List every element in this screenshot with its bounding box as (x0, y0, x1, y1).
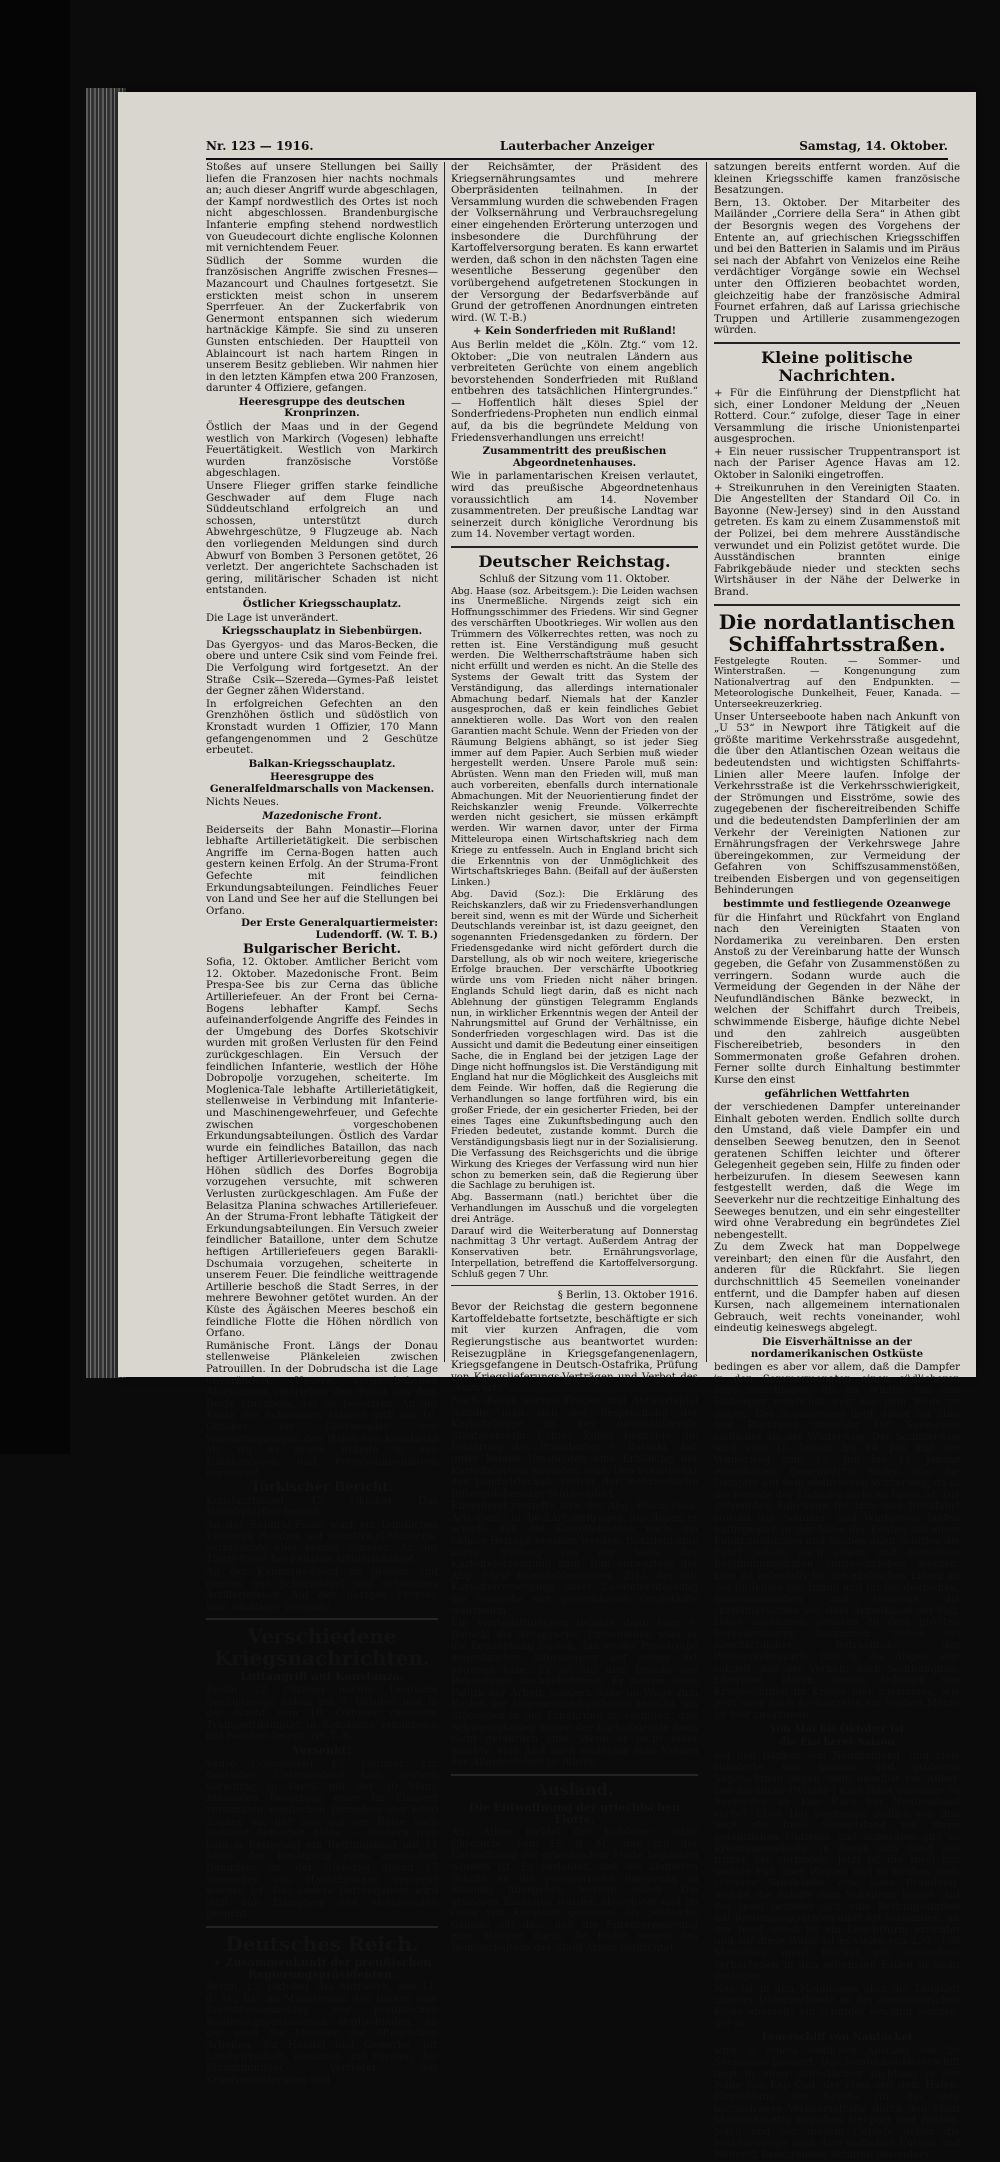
paragraph: Südlich der Somme wurden die französischen Angriffe zwischen Fresnes—Mazancourt und Chaulnes fortgesetzt. Sie erstickten meist schon in unserem Sperrfeuer. An der Zuckerfabrik von Genermont entspannen sich wiederum hartnäckige Kämpfe. Sie sind zu unseren Gunsten entschieden. Der Hauptteil von Ablaincourt ist nach hartem Ringen in unserem Besitz geblieben. Wir nahmen hier in den letzten Kämpfen etwa 200 Franzosen, darunter 4 Offiziere, gefangen. (206, 255, 438, 395)
column-1 (206, 162, 438, 2086)
paragraph: Berlin, 13. Oktober. Am Mittwoch, den 11. d. M., hat im Ministerium des Innern eine Dienstversammlung der preußischen Regierungspräsidenten stattgefunden, an der auch die Minister der öffentlichen Arbeiten, für Handel und Gewerbe, für Landwirtschaft, Domänen und Forsten, der Finanzminister, Vertreter des Kriegsministeriums und (206, 1982, 438, 2086)
paragraph: der Reichsämter, der Präsident des Kriegsernährungsamtes und mehrere Oberpräsidenten teilnahmen. In der Versammlung wurden die schwebenden Fragen der Volksernährung und Verbrauchsregelung einer eingehenden Erörterung unterzogen und insbesondere die Durchführung der Kartoffelversorgung beraten. Es kann erwartet werden, daß schon in den nächsten Tagen eine wesentliche Besserung gegenüber den vorübergehend aufgetretenen Stockungen in der Versorgung der Bedarfsverbände auf Grund der getroffenen Anordnungen eintreten wird. (W. T.-B.) (451, 162, 698, 324)
section-heading: Mazedonische Front. (262, 810, 382, 823)
section-heading: Bulgarischer Bericht. (243, 941, 401, 957)
column-2 (451, 162, 699, 1955)
section-heading: + Zusammenkunft der preußischen Regierungspräsidenten. (212, 1955, 432, 1981)
section-heading: bestimmte und festliegende Ozeanwege (723, 898, 951, 911)
paragraph: Darauf wird die Weiterberatung auf Donnerstag nachmittag 3 Uhr vertagt. Außerdem Antrag der Konservativen betr. Ernährungsvorlage, Interpellation, betreffend die Kartoffelversorgung. Schluß gegen 7 Uhr. (451, 1225, 698, 1280)
masthead: Lauterbacher Anzeiger (499, 139, 655, 153)
section-heading: Luftangriff auf Konstanza. (240, 1670, 404, 1684)
paragraph: Festgelegte Routen. — Sommer- und Winterstraßen. — Kongenungung zum Nationalvertrag auf den Endpunkten. — Meteorologische Dunkelheit, Feuer, Kanada. — Unterseekreuzerkrieg. (714, 655, 960, 710)
paragraph: satzungen bereits entfernt worden. Auf die kleinen Kriegsschiffe kamen französische Besatzungen. (714, 162, 960, 197)
paragraph: Sofia, 12. Oktober. Amtlicher Bericht vom 12. Oktober. Mazedonische Front. Beim Prespa-See bis zur Cerna das übliche Artilleriefeuer. An der Front bei Cerna-Bogens lebhafter Kampf. Sechs aufeinanderfolgende Angriffe des Feindes in der Umgebung des Dorfes Skotschivir wurden mit großen Verlusten für den Feind zurückgeschlagen. Ein Versuch der feindlichen Infanterie, westlich der Höhe Dobropolje vorzugehen, scheiterte. Im Moglenica-Tale lebhafte Artillerietätigkeit, stellenweise in Verbindung mit Infanterie- und Maschinengewehrfeuer, und Gefechte zwischen vorgeschobenen Erkundungsabteilungen. Östlich des Vardar wurde ein feindliches Bataillon, das nach heftiger Artillerievorbereitung gegen die Höhen südlich des Dorfes Bogrobija vorzugehen versuchte, mit schweren Verlusten zurückgeschlagen. Am Fuße der Belasitza Planina schwaches Artilleriefeuer. An der Struma-Front lebhafte Tätigkeit der Erkundungsabteilungen. Ein Versuch zweier feindlicher Bataillone, unter dem Schutze heftigen Artilleriefeuers gegen Barakli-Dschumaia vorzugehen, scheiterte in unserem Feuer. Die feindliche weittragende Artillerie beschoß die Stadt Serres, in der mehrere Bewohner getötet wurden. An der Küste des Ägäischen Meeres beschoß ein feindliche Flotte die Höhen nördlich von Orfano. (206, 957, 438, 1340)
paragraph: der verschiedenen Dampfer untereinander Einhalt geboten werden. Endlich sollte durch den Umstand, daß viele Dampfer ein und denselben Seeweg benutzen, den in Seenot geratenen Schiffen leichter und öfterer Gelegenheit gegeben sein, Hilfe zu finden oder herbeizurufen. In diesem Seewesen kann festgestellt werden, daß die Wege im Seeverkehr nur die rechtzeitige Einhaltung des Seeweges benutzen, und ein sehr eingestellter wird ohne Verabredung ein begründetes Ziel nebengestellt. (714, 1102, 960, 1241)
section-heading: Zusammentritt des preußischen Abgeordnetenhauses. (482, 445, 667, 469)
page-header (206, 139, 948, 157)
paragraph: wird in einem südlichen Abstand von 20 Seemeilen passiert. Das Nantucket-Feuerschiff liegt in einer südöstlichen Richtung in der Nähe von Kap Cod, der etwa seit dem Hafen-Einrichtung der Schiffe für das ihre hochschwere Verkehrsstraße durch den Staat Massachusetts zwischen Neuport und Boston. Nach und von diesem Gebiete gehen die Verkehrswege nach dem südlichen Europa und Neuyork befahrenden Schiffen besonders (714, 2045, 960, 2162)
dateline: § Berlin, 13. Oktober 1916. (557, 1289, 698, 1301)
paragraph: Unser Unterseeboote haben nach Ankunft von „U 53“ in Newport ihre Tätigkeit auf die größte maritime Verkehrsstraße ausgedehnt, die über den Atlantischen Ozean weitaus die bedeutendsten und wichtigsten Schiffahrts-Linien aller Meere laufen. Infolge der Verkehrsstraße ist die Verkehrsschwierigkeit, der Strömungen und Eisströme, sowie des zugegebenen der fischereitreibenden Schiffe und die bedeutendsten Dampferlinien der am Verkehr der Vereinigten Nationen zur Ernährungsfragen der Verkehrswege Jahre übereingekommen, zur Vermeidung der Gefahren von Schiffszusammenstößen, treibenden Eisbergen und von gegenseitigen Behinderungen (714, 711, 960, 897)
paragraph: Abg. Bassermann (natl.) berichtet über die Verhandlungen im Ausschuß und die vorgelegten drei Anträge. (451, 1192, 698, 1225)
paragraph: Östlich der Maas und in der Gegend westlich von Markirch (Vogesen) lebhafte Feuertätigkeit. Westlich von Markirch wurden französische Vorstöße abgeschlagen. (206, 422, 438, 480)
section-heading: Die Entwaffnung der griechischen Flotte. (469, 1800, 680, 1826)
section-heading: Türkischer Bericht. (250, 1479, 394, 1495)
paragraph: Rumänische Front. Längs der Donau stellenweise Plänkeleien zwischen Patrouillen. In der Dobrudscha ist die Lage unverändert. Unsere vorgeschobenen Abteilungen vertrieben den Feind aus dem Dorfe Musubeia, das sie besetzten. An der Küste des Schwarzen Meeres griff am 10. Oktober ein Geschwader von Wasserflugzeugen den Hafen von Konstanza an, wo es große Brände in den Hafenanlagen und Petroleumbehältern hervorrief. (206, 1340, 438, 1480)
paragraph: + Ein neuer russischer Truppentransport ist nach der Pariser Agence Havas am 12. Oktober in Saloniki eingetroffen. (714, 446, 960, 482)
section-heading: Östlicher Kriegsschauplatz. (242, 597, 402, 610)
issue-date: Samstag, 14. Oktober. (799, 139, 948, 153)
paragraph: Nach diesen kurzen Fragen und Antwortspiel wandte man sich der Besprechung der Kartoffelfrage zu. Der nationalliberale Staatssekretär Führer Zöller begrüßte die Erklärung des Präsidenten v. Batocki, daß unter keinen Umständen eine Erhöhung der Kartoffelpreise eintreten solle. Den Standpunkt der Landwirtschaft vertrat der mehrheitliche Rittergutsbesitzer Stubbendorf. (451, 1395, 698, 1500)
paragraph: Nun ist in den Meldungen über die Tätigkeit unserer Unterseeboote an der amerikanischen Küste ebenfalls ein Dampfer erwähnt worden, der in (714, 1983, 960, 2030)
section-heading: Versenkt! (292, 1744, 352, 1757)
paragraph: An der Kaukasus-Front im großen und ganzen nur Scharmützel und schwaches Artilleriefeuer. Auf den übrigen Fronten kein wichtiges Ereignis! (206, 1567, 438, 1613)
paragraph: auf den Bänken von Neufundland, und viele Hunderte von kleinen und größeren Segelschiffen liegen dann daselbst vor Anker. Der nördliche (Winter-) Kurs führt ungefähr 70 Seemeilen an Kap Race bei Neufundland vorbei. Etwa 160 Seemeilen südlich von ihm liegt die Insel Sable-Island mit ihren gefährlichen Untiefen und außerdem gibt es Kreuzungsgebiete, in denen sich Sand von früher her vorfinden. Jetzt ist die Insel nur wenige Fuß über Wasser, und es bleiben stets schwere Sandbänke, eine hohe Brandung, welche die Schiffe zum Scheitern bringt. Auf der Insel befindet sich eine Rettungsstation mit Rettungsapparaten aller Art vorhanden, an der Insel selbst ist ein Leuchtturm errichtet und auf diese Weise ist es vielen von 120—150 Menschen, meist Fischer, mit wenigstens verheißenen in den seltensten Fällen in Sicht gelangen. (714, 1750, 960, 1983)
paragraph: Abg. David (Soz.): Die Erklärung des Reichskanzlers, daß wir zu Friedensverhandlungen bereit sind, wenn es mit der Würde und Sicherheit Deutschlands vereinbar ist, ist dazu geeignet, den sogenannten Friedensgedanken zu fördern. Der Friedensgedanke wird nicht gefördert durch die Darstellung, als ob wir noch weitere, kriegerische Erfolge brauchen. Der verschärfte Ubootkrieg würde uns vom Frieden nicht näher bringen. Englands Schuld liegt darin, daß es nicht nach Ablehnung der günstigen Telegramm Englands nun, in wirklicher Erkenntnis wegen der Anteil der Nahrungsmittel auf Grund der Verhältnisse, ein Sonderfrieden vorgeschlagen wird. Das ist die Aussicht und damit die Bedeutung einer einseitigen Sache, die in England bei der jetzigen Lage der Dinge nicht hoffnungslos ist. Die Verständigung mit England hat nur die Möglichkeit des Ausgleichs mit dem Feinde. Wir hoffen, daß die Regierung die Verhandlungen so lange fortführen wird, bis ein großer Friede, der ein gesicherter Frieden, bei der eines Tages eine Zukunftsbedingung auch den Frieden bedeutet, zustande kommt. Durch die Verständigungsbasis liegt nur in der Sozialisierung. Die Verfassung des Reichsgerichts und die übrige Wirkung des Krieges der Verfassung wird nun hier schon zu bemerken sein, daß die Regierung über die Sachlage zu beruhigen ist. (451, 888, 699, 1192)
section-title: Kleine politische Nachrichten. (761, 347, 913, 385)
paragraph: Das Gyergyos- und das Maros-Becken, die obere und untere Csik sind vom Feinde frei. Die Verfolgung wird fortgesetzt. An der Straße Csik—Szereda—Gymes-Paß leistet der Gegner zähen Widerstand. (206, 639, 438, 698)
divider (714, 342, 960, 344)
paragraph: + Streikunruhen in den Vereinigten Staaten. Die Angestellten der Standard Oil Co. in Bayonne (New-Jersey) sind in den Ausstand getreten. Es kam zu einem Zusammenstoß mit der Polizei, bei dem mehrere Ausständische verwundet und ein Polizist getötet wurde. Die Ausständischen brannten einige Fabrikgebäude nieder und steckten sechs Wirtshäuser in der Nähe der Delwerke in Brand. (714, 482, 960, 598)
section-title: Deutscher Reichstag. (478, 552, 671, 571)
paragraph: Die Lage ist unverändert. (206, 612, 339, 624)
divider (206, 1926, 438, 1928)
signature: Der Erste Generalquartiermeister: Ludendorff. (W. T. B.) (241, 917, 438, 941)
section-heading: Heeresgruppe des Generalfeldmarschalls von Mackensen. (209, 771, 435, 795)
section-heading: Balkan-Kriegsschauplatz. (248, 757, 396, 770)
divider (451, 1774, 698, 1776)
paragraph: Wie in parlamentarischen Kreisen verlautet, wird das preußische Abgeordnetenhaus voraussichtlich am 14. November zusammentreten. Der preußische Landtag war seinerzeit durch königliche Verordnung bis zum 14. November vertagt worden. (451, 471, 698, 541)
section-title: Deutsches Reich. (225, 1931, 419, 1956)
paragraph: Bern, 13. Oktober. Der Mitarbeiter des Mailänder „Corriere della Sera“ in Athen gibt der Besorgnis wegen des Vorgehens der Entente an, auf griechischen Kriegsschiffen und bei den Batterien in Salamis und im Piräus sei nach der Abfahrt von Venizelos eine Reihe verdächtiger Vorgänge sowie ein Wechsel unter den Offizieren beobachtet worden, gleichzeitig habe der französische Admiral Fournet erfahren, daß auf Larissa griechische Truppen und Artillerie zusammengezogen würden. (714, 197, 960, 337)
paragraph: An der Euphrat-Front warf ein feindliches Flugzeug Bomben auf Schattra-el-Muntefik, verursachte aber keinen Schaden. An der Tigris-Front bei Fellahie Artilleriekampf. (206, 1519, 438, 1566)
column-3 (714, 162, 960, 2162)
paragraph: Nichts Neues. (206, 797, 279, 809)
paragraph: Konstantinopel, 12. Oktober. Das Hauptquartier meldet: (206, 1495, 438, 1519)
paragraph: Eingehend vertiefte sich der Abg. Wurm (Soz. Arb.-Gem.) in die Kartoffelfragen, aus denen er schloß, daß die Kartoffelzahlen noch um höhere Betrage ergeben werden, trotzdem eine kurze Störung von der Seite der Kartoffelerzeugung kam. Ihm antwortete der Abg. Fürst Rheinfelderdingen (Ztr.), der mit Kartoffelversorgung unter Zusammenfassung die Wünsche der gewerblichen Großstädte wahrnahm. (451, 1501, 698, 1617)
column-divider (706, 162, 707, 1362)
section-title: Die nordatlantischen Schiffahrtsstraßen. (718, 609, 956, 656)
section-heading: Kriegsschauplatz in Siebenbürgen. (221, 625, 423, 638)
header-rule (206, 158, 948, 160)
paragraph: Bevor der Reichstag die gestern begonnene Kartoffeldebatte fortsetzte, beschäftigte er sich mit vier kurzen Anfragen, die vom Regierungstische aus beantwortet wurden: Reisezugpläne in Kriegsgefangenenlagern, Kriegsgefangene in Deutsch-Ostafrika, Prüfung von Kriegslieferungs-Verträgen und Verbot des „Vorwärts“. (451, 1302, 698, 1395)
section-heading: Von Mai bis Oktober ist (769, 1722, 905, 1735)
paragraph: Aus Athen meldet der Londoner „Daily Chronicle“ vom 12. d. M., daß mit der Entwaffnung der griechischen Flotte begonnen worden ist. Es verlautet, daß die kleineren Schiffe an die provisorische Regierung in Saloniki übergeben werden sollen. Die größeren Einheiten würden abgerüstet und im Golfe von Keratsini gelassen. Als politische Gründe gilt dies, daß die Ententeregierung eine Störung durch die Flotte wegen des Wohlverhaltens der Stadt Athen befürchtet. (451, 1827, 698, 1955)
paragraph: Unsere Flieger griffen starke feindliche Geschwader auf dem Fluge nach Süddeutschland erfolgreich an und schossen, unterstützt durch Abwehrgeschütze, 9 Flugzeuge ab. Nach den vorliegenden Meldungen sind durch Abwurf von Bomben 3 Personen getötet, 26 verletzt. Der angerichtete Sachschaden ist gering, militärischer Schaden ist nicht entstanden. (206, 481, 438, 597)
section-title: Ausland. (535, 1779, 614, 1799)
paragraph: Beiderseits der Bahn Monastir—Florina lebhafte Artillerietätigkeit. Die serbischen Angriffe im Cerna-Bogen hatten auch gestern keinen Erfolg. An der Struma-Front Gefechte mit feindlichen Erkundungsabteilungen. Feindliches Feuer von Land und See her auf die Stellungen bei Orfano. (206, 824, 438, 917)
divider (714, 604, 960, 606)
section-heading: die Fischerei-Saison (779, 1736, 895, 1749)
column-divider (444, 162, 445, 1362)
section-heading: gefährlichen Wettfahrten (764, 1087, 910, 1100)
paragraph: Vadsö (Norwegen), 13. Oktober. Ein deutsches Unterseeboot kam gestern vormittag in Vardö mit der 30 Mann zählenden Besatzung eines im Eismeer versenkten englischen Dampfers von 6000 Tonnen an, der sich auf der Reise nach Rußland befunden hatte. — Gestern früh kam in Berlevaag ein Rettungsboot mit 11 Mann der Besatzung eines englischen Dampfers an, der Dienstag abend 17 Seemeilen von Halmingsvaag versenkt worden ist. Das andere Rettungsboot wird jetzt von Dampfern und Motorbooten gesucht. (206, 1758, 438, 1921)
issue-number: Nr. 123 — 1916. (206, 139, 314, 153)
paragraph: + Für die Einführung der Dienstpflicht hat sich, einer Londoner Meldung der „Neuen Rotterd. Cour.“ zufolge, dieser Tage in einer Versammlung die irische Unionistenpartei ausgesprochen. (714, 387, 960, 446)
newspaper-page (118, 92, 976, 2162)
section-heading: Die Eisverhältnisse an der nordamerikanischen Ostküste (750, 1336, 924, 1360)
paragraph: Ein Vierteilstündchen belebte dann Herr v. Batocki die Aussprache. Entschieden wies er die Behauptung zurück, daß er der Preistreibe angestauchte Alterssorgen auf seiner Art gegeben habe. Er sei nur dem Drucke des Reichstages nachgekommen. Er mache seine Politik der Arbeit, sondern habe im Wege zum Besten der Allgemeinheit zu leiten gesucht, um Störungen in der Ernährung zu verhüten, daß Schwierigkeiten wegen der Kartoffelernte noch nicht gefährlich sind. Wenn er nicht mehr glaubte, sein Amt auch weiterhin zum Nutzen der Allgemeinheit zu führen. (451, 1618, 698, 1769)
section-title: Verschiedene Kriegsnachrichten. (213, 1624, 431, 1671)
paragraph: Abg. Haase (soz. Arbeitsgem.): Die Leiden wachsen ins Unermeßliche. Nirgends zeigt sich ein Hoffnungsschimmer des Friedens. Wir sind Gegner des verschärften Ubootkrieges. Wir wollen aus den Trümmern des Völkerrechtes retten, was noch zu retten ist. Eine Verständigung muß gesucht werden. Die Weltherrschaftsträume haben sich nicht erfüllt und werden es nicht. An die Stelle des Systems der Gewalt tritt das System der Verständigung, das allerdings internationaler Abmachung bedarf. Niemals hat der Kanzler ausgesprochen, daß er kein feindliches Gebiet annektieren wolle. Das Wort von den realen Garantien macht Schule. Wenn der Frieden von der Räumung Belgiens abhängt, so ist jeder Sieg immer auf dem Papier. Auch Serbien muß wieder hergestellt werden. Unsere Parole muß sein: Abrüsten. Wenn man den Frieden will, muß man auch vorbereiten, ebenfalls durch internationale Abmachungen. Mit der Neuorientierung findet der Reichskanzler wenig Freunde. Völkerrechte werden nicht gesichert, sie müssen erkämpft werden. Wir warnen davor, unter der Firma Mitteleuropa einen Wirtschaftskrieg nach dem Kriege zu entfesseln. Auch in England bricht sich die Erkenntnis von der Unmöglichkeit des Wirtschaftskrieges Bahn. (Beifall auf der äußersten Linken.) (451, 585, 698, 889)
film-margin (0, 0, 70, 1454)
divider (206, 1618, 438, 1620)
divider (451, 546, 698, 548)
paragraph: Zu dem Zweck hat man Doppelwege vereinbart; den einen für die Ausfahrt, den anderen für die Rückfahrt. Sie liegen durchschnittlich 45 Seemeilen voneinander entfernt, und die Dampfer haben auf diesen Kursen, nach allgemeinem internationalen Gebrauch, weit rechts voneinander, wohl eindeutig keineswegs abgelegt. (714, 1242, 960, 1335)
paragraph: Aus Berlin meldet die „Köln. Ztg.“ vom 12. Oktober: „Die von neutralen Ländern aus verbreiteten Gerüchte von einem angeblich bevorstehenden Sonderfrieden mit Rußland entbehren des tatsächlichen Hintergrundes.“ — Hoffentlich hält dieses Spiel der Sonderfriedens-Propheten nun endlich einmal auf, da bis die begründete Meldung von Friedensverhandlungen uns erreicht! (451, 339, 698, 444)
section-heading: Heeresgruppe des deutschen Kronprinzen. (238, 395, 406, 420)
paragraph: Berlin, 12. Oktober nachts. Deutsche Seeflugzeuge haben am 9. Oktober und in der Nacht zum 10. Oktober russische Transportdampfer in Konstanza erfolgreich mit Bomben belegt. (W. T.-B.) (206, 1685, 438, 1743)
paragraph: Schluß der Sitzung vom 11. Oktober. (479, 574, 670, 585)
section-heading: Feuerschiff von Nantucket (761, 2031, 913, 2044)
paragraph: für die Hinfahrt und Rückfahrt von England nach den Vereinigten Staaten von Nordamerika zu vereinbaren. Den ersten Anstoß zu der Vereinbarung hatte der Wunsch gegeben, die Gefahr von Zusammenstößen zu verringern. Sodann wurde auch die Vermeidung der Gegenden in der Nähe der Neufundländischen Bänke bezweckt, in welchen der Schiffahrt durch Treibeis, schwimmende Eisberge, häufige dichte Nebel und den zahlreich ausgeübten Fischereibetrieb, besonders in den Sommermonaten große Gefahren drohen. Ferner sollte durch Einhaltung bestimmter Kurse den einst (714, 912, 960, 1086)
paragraph: Stoßes auf unsere Stellungen bei Sailly liefen die Franzosen hier nachts nochmals an; auch dieser Angriff wurde abgeschlagen, der Kampf nordwestlich des Ortes ist noch nicht abgeschlossen. Brandenburgische Infanterie empfing stehend nordwestlich von Gueudecourt dichte englische Kolonnen mit vernichtendem Feuer. (206, 162, 438, 255)
divider (451, 1285, 698, 1286)
paragraph: bedingen es aber vor allem, daß die Dampfer in den Sommermonaten einen südlicheren Kurs einschlagen, als im Winter, um den Eisbergen möglichst weit aus dem Wege zu gehen. Der Sommerweg liegt daher für Hin- und Rückreise ungefähr 100 Seemeilen südlicher als der Winterweg. Der Sommerweg wird vom 15. Januar bis 14. Juli und der Winterweg vom 15. Juli bis 14. Januar eingehalten. Gegenwärtig finden also die Dampfer auf dem südlicheren Winterweg, da in die Periode der Eisfelder nicht zu fallen ist. Die getrennten Fahrwege für Hin- und Rückfahrt sowohl wie Sommer- und Winterweg laufen natürgemäß in der Nähe der Küsten auf einen Punkt zusammen und können allen Schiffen die Fahrt jedoch nach einem und denselben Bestimmungshafen vorgeschrieben werden. Dies ist jedenfalls für die englischen Linien an der Südküste von Irland und für die deutschen, niederländischen und teilweise die skandinavischen von dem Ärmelkanal der Fall. Diese zusammen gehören zu dem größten Verkehrsknoten zusammen. Schon bei oberflächlicher Betrachtung der Weltverkehrskarte fällt in die Augen sehr schnell, daß der Verkehr nach Southampton, Liverpool, Havre, Genua lediglich von Kriegsschiffen im Kriege hier zusammen, wie jetzt auch noch Archangelsk am Weißen Meere ist hier zusammen. (714, 1362, 960, 1722)
section-heading: + Kein Sonderfrieden mit Rußland! (472, 325, 677, 338)
paragraph: In erfolgreichen Gefechten an den Grenzhöhen östlich und südöstlich von Kronstadt wurden 1 Offizier, 170 Mann gefangengenommen und 2 Geschütze erbeutet. (206, 698, 438, 757)
